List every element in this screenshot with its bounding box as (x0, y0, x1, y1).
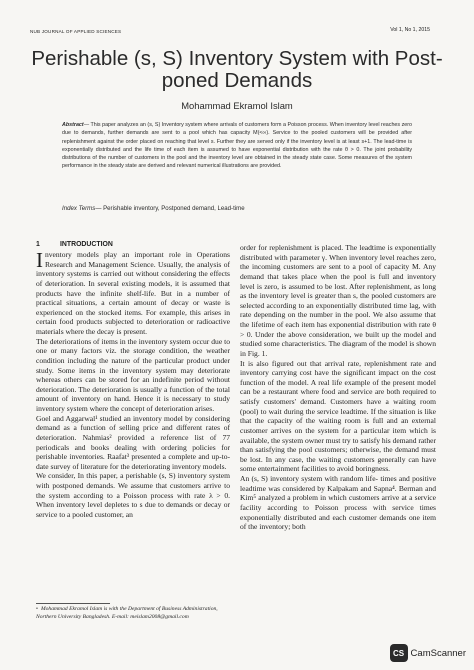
footnote (36, 605, 234, 621)
index-terms-label: Index Terms (62, 205, 96, 212)
footnote-marker: • (36, 606, 38, 612)
section-title: INTRODUCTION (60, 241, 113, 248)
volume-info: Vol 1, No 1, 2015 (390, 27, 430, 33)
paragraph: Inventory models play an important role in Operations Research and Management Science. Usually, the analysis of inventory systems is carried out without considering the effects of deterioration. In several existing models, it is assumed that products have the infinite shelf-life. But in a number of practical situations, a certain amount of decay or waste is experienced on the stocked items. For example, this arises in certain food products subjected to deterioration or radioactive materials where the decay is present. (36, 248, 230, 336)
abstract-label: Abstract (62, 122, 84, 128)
camscanner-logo-icon: CS (390, 644, 408, 662)
paragraph: An (s, S) inventory system with random life- times and positive leadtime was considered by Kalpakam and Sapna⁴. Berman and Kim⁵ analyzed a problem in which customers arrive at a service facility according to Poisson process with service times exponentially distributed and each customer demands one item of the inventory; both (240, 474, 436, 532)
author-name: Mohammad Ekramol Islam (181, 100, 293, 111)
index-terms-text: — Perishable inventory, Postponed demand, Lead-time (95, 205, 245, 212)
journal-name: NUB JOURNAL OF APPLIED SCIENCES (30, 29, 122, 34)
paragraph: order for replenishment is placed. The leadtime is exponentially distributed with parameter γ. When inventory level reaches zero, the incoming customers are sent to a pool of capacity M. Any demand that takes place when the pool is full and inventory level is zero, is assumed to be lost. After replenishment, as long as the inventory level is greater than s, the pooled customers are selected according to an exponentially distributed time lag, with rate depending on the number in the pool. We also assume that the lifetime of each item has exponential distribution with rate θ > 0. Under the above consideration, we built up the model and studied some characteristics. The diagram of the model is shown in Fig. 1. (240, 243, 436, 358)
abstract-text: — This paper analyzes an (s, S) Inventory system where arrivals of customers form a Poisson process. When inventory level reaches zero due to demands, further demands are sent to a pool which has capacity M(<∞). Service to the pooled customers will be provided after replenishment against the order placed on reaching that level s. Further they are served only if the inventory level is at least s+1. The lead-time is exponentially distributed and the life time of each item is assumed to have exponential distribution with the rate θ > 0. The joint probability distributions of the number of customers in the pool and the inventory level are obtained in the steady state case. Some measures of the system performance in the steady state are derived and relevant numerical illustrations are provided. (62, 122, 412, 170)
left-column (36, 250, 230, 520)
paragraph: Goel and Aggarwal¹ studied an inventory model by considering demand as a function of selling price and different rates of deterioration. Nahmias² provided a reference list of 77 periodicals and books dealing with ordering policies for perishable inventories. Raafat³ presented a complete and up-to-date survey of literature for the deteriorating inventory models. (36, 413, 230, 471)
abstract (62, 121, 412, 171)
footnote-text: Mohammad Ekramol Islam is with the Department of Business Administration, Northern University Bangladesh. E-mail: meislam2008@gmail.com (36, 606, 218, 620)
paper-title: Perishable (s, S) Inventory System with Post-poned Demands (31, 47, 443, 92)
right-column (240, 243, 436, 532)
index-terms (62, 205, 412, 212)
camscanner-name: CamScanner (410, 647, 466, 659)
section-number: 1 (36, 241, 40, 248)
paragraph: It is also figured out that arrival rate, replenishment rate and inventory carrying cost have the significant impact on the cost function of the model. A real life example of the present model can be a restaurant where food and service are both required to satisfy customers' demand. Customers have a waiting room (pool) to wait during the service leadtime. If the situation is like that the capacity of the waiting room is full and an external customer arrives on the system for a particular item which is available, the system owner must try to satisfy his demand rather than satisfying the pool customers; otherwise, the demand must be lost. In any case, the waiting customers generally can have some entertainment facilities to avoid boringness. (240, 358, 436, 474)
footnote-rule (36, 603, 110, 604)
paragraph: The deteriorations of items in the inventory system occur due to one or many factors viz. the storage condition, the weather condition including the nature of the particular product under study. Some items in the inventory system may deteriorate whereas others can be stored for an indefinite period without deterioration. The deterioration is usually a function of the total amount of inventory on hand. Hence it is necessary to study inventory system where the concept of deterioration arises. (36, 336, 230, 413)
paragraph: We consider, In this paper, a perishable (s, S) inventory system with postponed demands. We assume that customers arrive to the system according to a Poisson process with rate λ > 0. When inventory level depletes to s due to demands or decay or service to a pooled customer, an (36, 471, 230, 519)
camscanner-watermark (390, 644, 466, 662)
section-heading (36, 241, 113, 248)
drop-cap: I (36, 248, 43, 272)
